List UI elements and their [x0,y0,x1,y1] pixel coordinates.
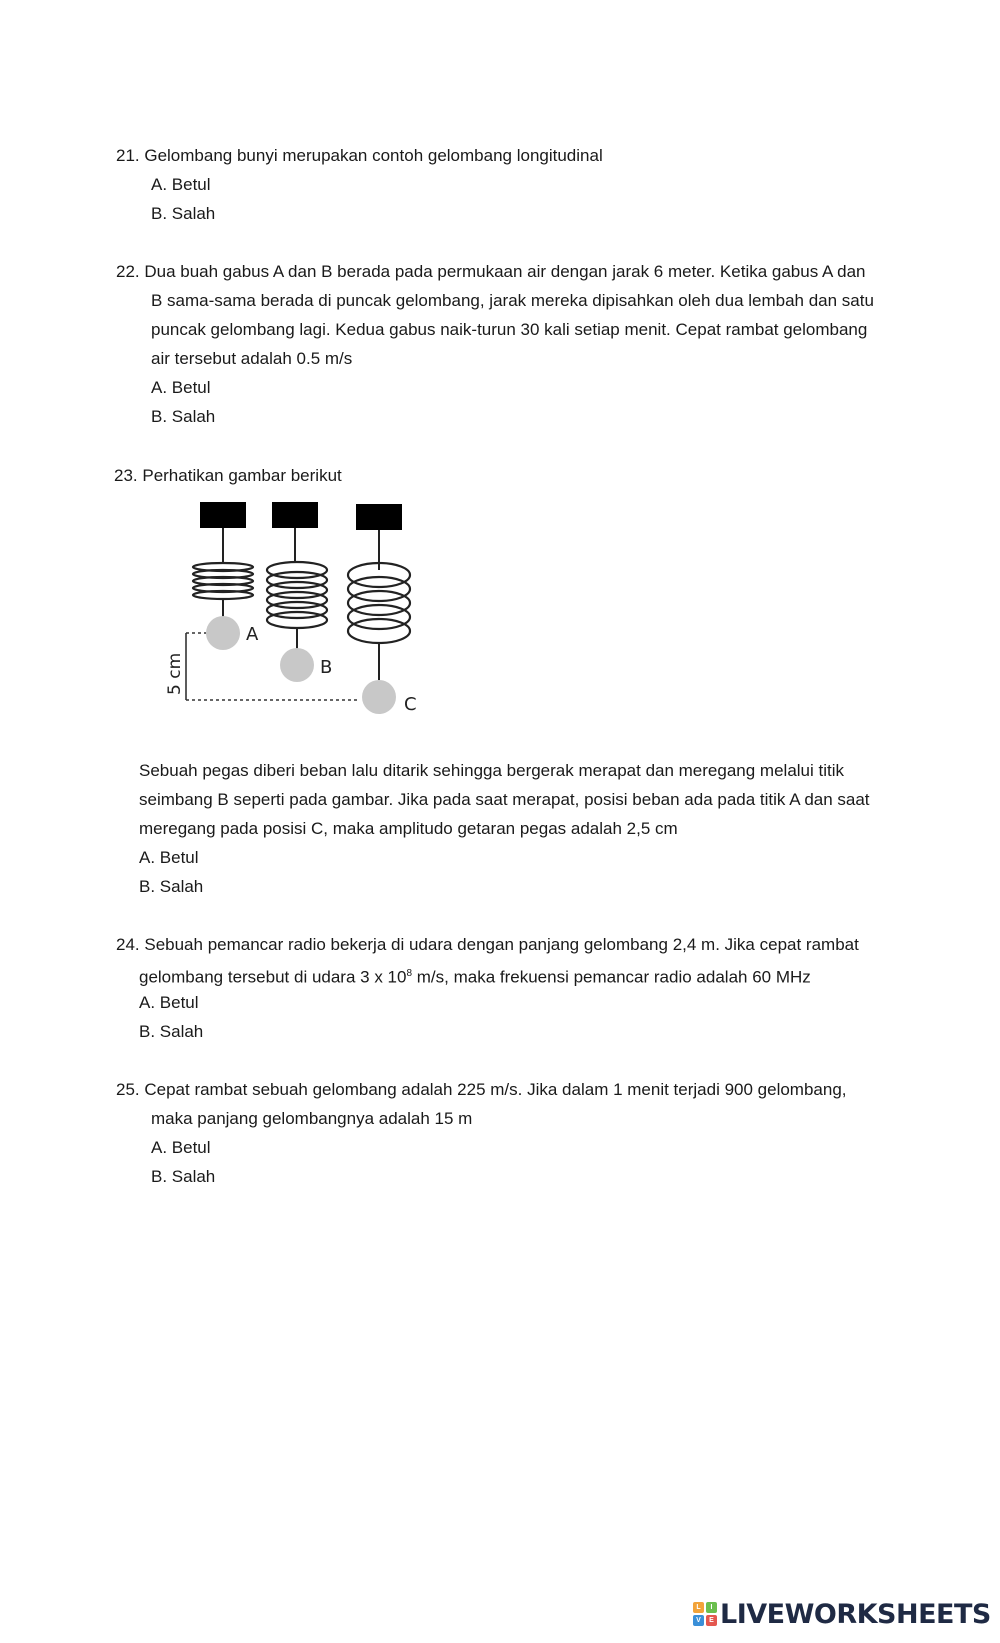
support-block-c [356,504,402,530]
q25-text-line2: maka panjang gelombangnya adalah 15 m [151,1109,473,1128]
q24-text-line1: 24. Sebuah pemancar radio bekerja di udara dengan panjang gelombang 2,4 m. Jika cepat rambat [116,935,859,954]
brand-text: LIVEWORKSHEETS [720,1598,991,1630]
spring-c [348,563,410,643]
q23-body-line3: meregang pada posisi C, maka amplitudo getaran pegas adalah 2,5 cm [139,819,678,838]
q24-line2-sup: 8 [406,968,413,979]
q24-line2-post: m/s, maka frekuensi pemancar radio adalah 60 MHz [412,967,811,987]
q23-body-line1: Sebuah pegas diberi beban lalu ditarik sehingga bergerak merapat dan meregang melalui titik [139,761,845,780]
dimension-label: 5 cm [165,652,185,695]
q21-option-b[interactable]: B. Salah [151,204,216,223]
q22-text-line3: puncak gelombang lagi. Kedua gabus naik-turun 30 kali setiap menit. Cepat rambat gelombang [151,320,868,339]
q23-option-a[interactable]: A. Betul [139,848,199,867]
q22-text-line2: B sama-sama berada di puncak gelombang, jarak mereka dipisahkan oleh dua lembah dan satu [151,291,874,310]
q23-text: 23. Perhatikan gambar berikut [114,466,342,485]
q24-option-b[interactable]: B. Salah [139,1022,204,1041]
support-block-a [200,502,246,528]
q22-text-line1: 22. Dua buah gabus A dan B berada pada permukaan air dengan jarak 6 meter. Ketika gabus A dan [116,262,866,281]
q24-text-line2 [139,964,811,988]
logo-icon: L I V E [693,1602,717,1626]
mass-a [206,616,240,650]
q25-option-b[interactable]: B. Salah [151,1167,216,1186]
mass-c [362,680,396,714]
q25-option-a[interactable]: A. Betul [151,1138,211,1157]
q24-option-a[interactable]: A. Betul [139,993,199,1012]
liveworksheets-logo [693,1597,993,1631]
label-b: B [320,657,333,678]
q25-text-line1: 25. Cepat rambat sebuah gelombang adalah 225 m/s. Jika dalam 1 menit terjadi 900 gelombang, [116,1080,847,1099]
spring-figure [150,490,450,740]
q22-text-line4: air tersebut adalah 0.5 m/s [151,349,353,368]
q22-option-a[interactable]: A. Betul [151,378,211,397]
q21-text: 21. Gelombang bunyi merupakan contoh gelombang longitudinal [116,146,603,165]
mass-b [280,648,314,682]
label-a: A [246,624,259,645]
spring-a [193,563,253,599]
spring-b [267,562,327,628]
label-c: C [404,694,417,715]
q24-line2-pre: gelombang tersebut di udara 3 x 10 [139,967,407,987]
q23-body-line2: seimbang B seperti pada gambar. Jika pada saat merapat, posisi beban ada pada titik A dan saat [139,790,870,809]
support-block-b [272,502,318,528]
q21-option-a[interactable]: A. Betul [151,175,211,194]
q22-option-b[interactable]: B. Salah [151,407,216,426]
q23-option-b[interactable]: B. Salah [139,877,204,896]
